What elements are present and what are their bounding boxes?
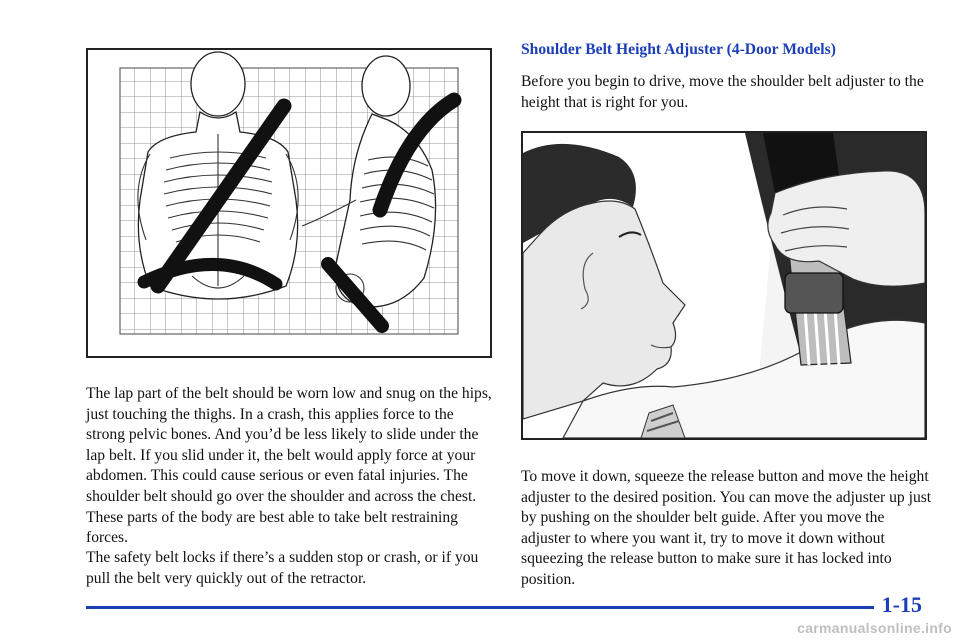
belt-lock-paragraph: The safety belt locks if there’s a sudden stop or crash, or if you pull the belt very quickly out of the retractor. (86, 549, 479, 587)
page-number: 1-15 (881, 592, 922, 617)
height-adjuster (785, 273, 843, 313)
shoulder-belt-adjuster-illustration (523, 133, 925, 438)
footer-rule (86, 606, 874, 609)
before-drive-paragraph: Before you begin to drive, move the shoulder belt adjuster to the height that is right for you. (521, 73, 924, 111)
skeleton-figure (86, 48, 492, 358)
adjuster-figure (521, 131, 927, 440)
section-heading: Shoulder Belt Height Adjuster (4-Door Models) (521, 41, 836, 58)
adjust-instructions-paragraph: To move it down, squeeze the release button and move the height adjuster to the desired position. You can move the adjuster up just by pushing on the shoulder belt guide. After you move the adjuster to where you want it, try to move it down without squeezing the release button to make sure it has locked into position. (521, 468, 932, 588)
watermark: carmanualsonline.info (797, 620, 952, 636)
lap-belt-paragraph: The lap part of the belt should be worn low and snug on the hips, just touching the thighs. In a crash, this applies force to the strong pelvic bones. And you’d be less likely to slide under the lap belt. If you slid under it, the belt would apply force at your abdomen. This could cause serious or even fatal injuries. The shoulder belt should go over the shoulder and across the chest. These parts of the body are best able to take belt restraining forces. (86, 385, 492, 547)
skeleton-seatbelt-illustration (88, 50, 490, 356)
